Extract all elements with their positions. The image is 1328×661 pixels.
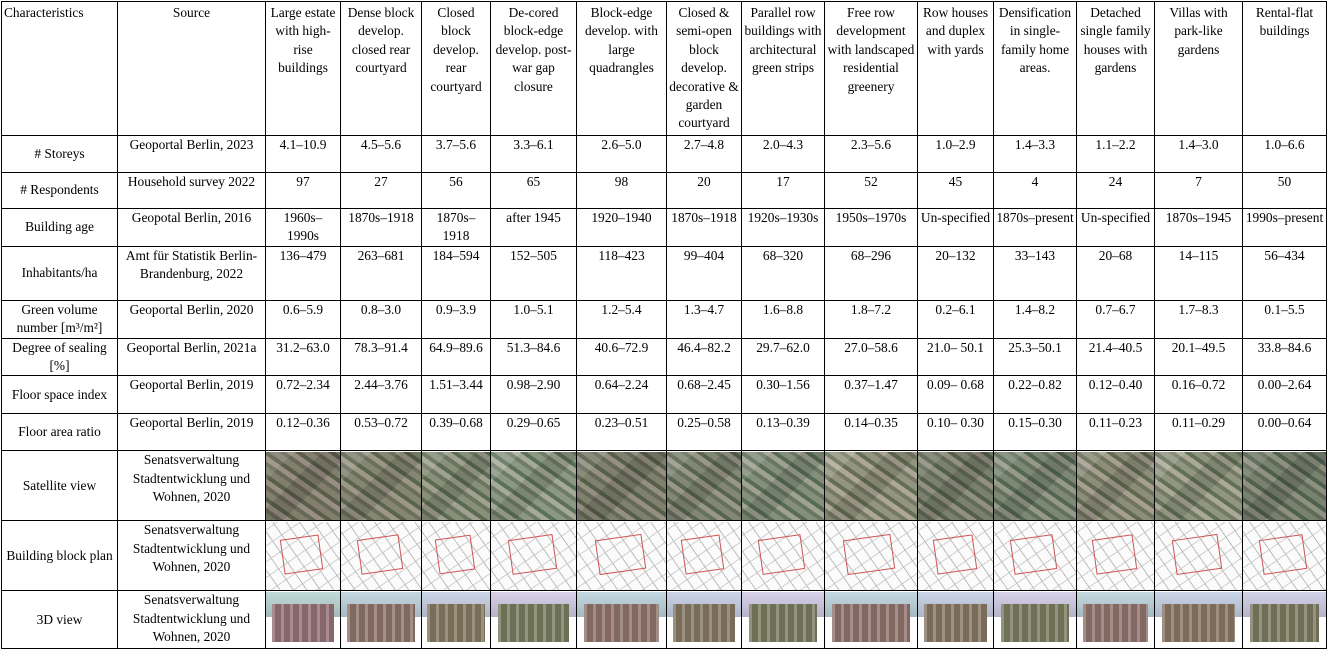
header-row (2, 2, 1327, 136)
image-cell (1243, 451, 1327, 521)
row-label: Inhabitants/ha (2, 246, 118, 300)
image-cell (577, 521, 667, 591)
table-cell: 1870s–1918 (422, 209, 491, 247)
satellite-thumbnail (825, 452, 917, 520)
table-cell: 1.7–8.3 (1155, 300, 1243, 338)
table-cell: 1.4–3.3 (994, 136, 1077, 173)
photo-thumbnail (491, 592, 576, 648)
table-cell: 50 (1243, 173, 1327, 209)
table-cell: 4.1–10.9 (266, 136, 341, 173)
table-cell: 99–404 (667, 246, 742, 300)
table-cell: 263–681 (341, 246, 422, 300)
photo-thumbnail (667, 592, 741, 648)
table-cell: 0.29–0.65 (491, 414, 577, 451)
table-cell: 25.3–50.1 (994, 338, 1077, 376)
row-source: Geoportal Berlin, 2021a (118, 338, 266, 376)
image-cell (825, 591, 918, 649)
table-cell: 0.1–5.5 (1243, 300, 1327, 338)
image-cell (1155, 451, 1243, 521)
image-cell (266, 591, 341, 649)
photo-thumbnail (994, 592, 1076, 648)
characteristics-table (1, 1, 1327, 649)
header-col: Dense block develop. closed rear courtyard (341, 2, 422, 136)
plan-thumbnail (577, 522, 666, 590)
image-cell (1155, 521, 1243, 591)
row-source: Geoportal Berlin, 2020 (118, 300, 266, 338)
table-cell: 1.8–7.2 (825, 300, 918, 338)
header-col: Detached single family houses with gardens (1077, 2, 1155, 136)
table-row (2, 414, 1327, 451)
table-cell: 136–479 (266, 246, 341, 300)
table-cell: 0.00–2.64 (1243, 376, 1327, 414)
table-cell: 1.51–3.44 (422, 376, 491, 414)
photo-thumbnail (1155, 592, 1242, 648)
image-cell (491, 591, 577, 649)
table-cell: 3.3–6.1 (491, 136, 577, 173)
table-row (2, 246, 1327, 300)
header-col: Parallel row buildings with architectural green strips (742, 2, 825, 136)
satellite-thumbnail (422, 452, 490, 520)
photo-thumbnail (1243, 592, 1326, 648)
image-cell (742, 521, 825, 591)
satellite-thumbnail (266, 452, 340, 520)
table-cell: 33.8–84.6 (1243, 338, 1327, 376)
plan-thumbnail (742, 522, 824, 590)
table-cell: 0.12–0.40 (1077, 376, 1155, 414)
table-cell: 0.10– 0.30 (918, 414, 994, 451)
row-source: Geoportal Berlin, 2019 (118, 376, 266, 414)
header-col: Villas with park-like gardens (1155, 2, 1243, 136)
plan-thumbnail (994, 522, 1076, 590)
table-cell: 21.4–40.5 (1077, 338, 1155, 376)
table-cell: 33–143 (994, 246, 1077, 300)
table-cell: Un-specified (918, 209, 994, 247)
table-cell: 0.15–0.30 (994, 414, 1077, 451)
table-cell: 0.11–0.23 (1077, 414, 1155, 451)
table-cell: 0.8–3.0 (341, 300, 422, 338)
image-cell (1243, 521, 1327, 591)
table-row (2, 300, 1327, 338)
header-col: De-cored block-edge develop. post-war gap closure (491, 2, 577, 136)
table-cell: 20.1–49.5 (1155, 338, 1243, 376)
table-cell: 56 (422, 173, 491, 209)
header-col: Densification in single-family home areas. (994, 2, 1077, 136)
row-source: Senatsverwaltung Stadtentwicklung und Wohnen, 2020 (118, 451, 266, 521)
table-cell: 31.2–63.0 (266, 338, 341, 376)
row-label: Building age (2, 209, 118, 247)
table-cell: 45 (918, 173, 994, 209)
image-cell (1077, 591, 1155, 649)
table-cell: 0.09– 0.68 (918, 376, 994, 414)
row-label: Green volume number [m³/m²] (2, 300, 118, 338)
table-cell: 64.9–89.6 (422, 338, 491, 376)
photo-thumbnail (1077, 592, 1154, 648)
image-cell (422, 521, 491, 591)
image-cell (667, 591, 742, 649)
table-cell: 0.98–2.90 (491, 376, 577, 414)
table-cell: 20–68 (1077, 246, 1155, 300)
image-cell (341, 521, 422, 591)
table-cell: 7 (1155, 173, 1243, 209)
table-row (2, 136, 1327, 173)
image-cell (1155, 591, 1243, 649)
photo-thumbnail (422, 592, 490, 648)
table-cell: 21.0– 50.1 (918, 338, 994, 376)
plan-thumbnail (266, 522, 340, 590)
row-source: Senatsverwaltung Stadtentwicklung und Wohnen, 2020 (118, 521, 266, 591)
table-cell: 97 (266, 173, 341, 209)
row-label: Floor area ratio (2, 414, 118, 451)
plan-thumbnail (667, 522, 741, 590)
table-cell: 17 (742, 173, 825, 209)
row-label: Satellite view (2, 451, 118, 521)
table-cell: 4.5–5.6 (341, 136, 422, 173)
header-col: Row houses and duplex with yards (918, 2, 994, 136)
image-cell (825, 451, 918, 521)
table-cell: 24 (1077, 173, 1155, 209)
table-cell: 0.11–0.29 (1155, 414, 1243, 451)
image-cell (1077, 521, 1155, 591)
table-cell: 20–132 (918, 246, 994, 300)
header-col: Closed block develop. rear courtyard (422, 2, 491, 136)
image-cell (742, 591, 825, 649)
row-label: # Storeys (2, 136, 118, 173)
table-cell: 0.7–6.7 (1077, 300, 1155, 338)
photo-thumbnail (577, 592, 666, 648)
image-cell (491, 451, 577, 521)
image-cell (341, 591, 422, 649)
image-cell (918, 591, 994, 649)
table-cell: 1.4–3.0 (1155, 136, 1243, 173)
table-cell: 52 (825, 173, 918, 209)
plan-thumbnail (825, 522, 917, 590)
table-cell: 1.4–8.2 (994, 300, 1077, 338)
table-cell: 1950s–1970s (825, 209, 918, 247)
table-cell: 27 (341, 173, 422, 209)
image-cell (918, 521, 994, 591)
header-col: Closed & semi-open block develop. decorative & garden courtyard (667, 2, 742, 136)
table-cell: 1870s–1945 (1155, 209, 1243, 247)
table-cell: 40.6–72.9 (577, 338, 667, 376)
satellite-thumbnail (1243, 452, 1326, 520)
table-cell: 0.72–2.34 (266, 376, 341, 414)
image-cell (577, 451, 667, 521)
table-cell: 1.0–5.1 (491, 300, 577, 338)
satellite-thumbnail (1077, 452, 1154, 520)
photo-thumbnail (825, 592, 917, 648)
image-cell (994, 451, 1077, 521)
table-cell: 1.0–6.6 (1243, 136, 1327, 173)
table-cell: 98 (577, 173, 667, 209)
table-cell: 51.3–84.6 (491, 338, 577, 376)
table-cell: 152–505 (491, 246, 577, 300)
table-cell: 3.7–5.6 (422, 136, 491, 173)
table-row (2, 338, 1327, 376)
row-label: Floor space index (2, 376, 118, 414)
table-cell: 68–320 (742, 246, 825, 300)
table-cell: 1.0–2.9 (918, 136, 994, 173)
row-source: Senatsverwaltung Stadtentwicklung und Wohnen, 2020 (118, 591, 266, 649)
table-cell: 0.00–0.64 (1243, 414, 1327, 451)
image-row-plan (2, 521, 1327, 591)
table-cell: 0.53–0.72 (341, 414, 422, 451)
photo-thumbnail (918, 592, 993, 648)
table-cell: 0.2–6.1 (918, 300, 994, 338)
photo-thumbnail (742, 592, 824, 648)
plan-thumbnail (422, 522, 490, 590)
table-cell: 20 (667, 173, 742, 209)
image-cell (994, 591, 1077, 649)
table-cell: 68–296 (825, 246, 918, 300)
plan-thumbnail (341, 522, 421, 590)
satellite-thumbnail (341, 452, 421, 520)
image-cell (667, 521, 742, 591)
table-cell: 0.12–0.36 (266, 414, 341, 451)
table-cell: 2.3–5.6 (825, 136, 918, 173)
image-cell (667, 451, 742, 521)
satellite-thumbnail (1155, 452, 1242, 520)
row-label: 3D view (2, 591, 118, 649)
header-col: Rental-flat buildings (1243, 2, 1327, 136)
table-cell: Un-specified (1077, 209, 1155, 247)
satellite-thumbnail (918, 452, 993, 520)
table-cell: 0.22–0.82 (994, 376, 1077, 414)
satellite-thumbnail (994, 452, 1076, 520)
image-cell (742, 451, 825, 521)
header-characteristics: Characteristics (2, 2, 118, 136)
header-col: Block-edge develop. with large quadrangles (577, 2, 667, 136)
plan-thumbnail (491, 522, 576, 590)
table-cell: 0.25–0.58 (667, 414, 742, 451)
table-cell: 1.2–5.4 (577, 300, 667, 338)
image-cell (1077, 451, 1155, 521)
satellite-thumbnail (667, 452, 741, 520)
table-cell: 0.13–0.39 (742, 414, 825, 451)
image-cell (577, 591, 667, 649)
image-cell (825, 521, 918, 591)
table-cell: 1.1–2.2 (1077, 136, 1155, 173)
table-cell: 2.6–5.0 (577, 136, 667, 173)
image-row-satellite (2, 451, 1327, 521)
table-cell: 0.14–0.35 (825, 414, 918, 451)
table-cell: after 1945 (491, 209, 577, 247)
row-source: Geoportal Berlin, 2019 (118, 414, 266, 451)
row-source: Geoportal Berlin, 2023 (118, 136, 266, 173)
table-cell: 0.23–0.51 (577, 414, 667, 451)
table-cell: 56–434 (1243, 246, 1327, 300)
image-cell (918, 451, 994, 521)
table-row (2, 376, 1327, 414)
table-cell: 1920–1940 (577, 209, 667, 247)
image-cell (266, 521, 341, 591)
table-cell: 1870s–present (994, 209, 1077, 247)
table-cell: 0.30–1.56 (742, 376, 825, 414)
table-row (2, 173, 1327, 209)
table-cell: 78.3–91.4 (341, 338, 422, 376)
row-source: Amt für Statistik Berlin-Brandenburg, 2022 (118, 246, 266, 300)
image-cell (341, 451, 422, 521)
row-label: Building block plan (2, 521, 118, 591)
table-cell: 27.0–58.6 (825, 338, 918, 376)
image-row-photo (2, 591, 1327, 649)
table-cell: 1990s–present (1243, 209, 1327, 247)
table-cell: 0.64–2.24 (577, 376, 667, 414)
table-cell: 29.7–62.0 (742, 338, 825, 376)
table-cell: 46.4–82.2 (667, 338, 742, 376)
table-cell: 65 (491, 173, 577, 209)
row-source: Geopotal Berlin, 2016 (118, 209, 266, 247)
table-cell: 1.3–4.7 (667, 300, 742, 338)
satellite-thumbnail (742, 452, 824, 520)
row-label: Degree of sealing [%] (2, 338, 118, 376)
table-cell: 0.16–0.72 (1155, 376, 1243, 414)
table-cell: 14–115 (1155, 246, 1243, 300)
table-row (2, 209, 1327, 247)
plan-thumbnail (918, 522, 993, 590)
table-cell: 118–423 (577, 246, 667, 300)
table-cell: 4 (994, 173, 1077, 209)
header-source: Source (118, 2, 266, 136)
image-cell (491, 521, 577, 591)
row-source: Household survey 2022 (118, 173, 266, 209)
table-cell: 1870s–1918 (341, 209, 422, 247)
image-cell (266, 451, 341, 521)
table-cell: 1.6–8.8 (742, 300, 825, 338)
photo-thumbnail (266, 592, 340, 648)
table-cell: 2.0–4.3 (742, 136, 825, 173)
row-label: # Respondents (2, 173, 118, 209)
table-cell: 0.9–3.9 (422, 300, 491, 338)
table-cell: 184–594 (422, 246, 491, 300)
table-cell: 0.68–2.45 (667, 376, 742, 414)
table-cell: 0.37–1.47 (825, 376, 918, 414)
table-cell: 1960s–1990s (266, 209, 341, 247)
table-cell: 0.39–0.68 (422, 414, 491, 451)
photo-thumbnail (341, 592, 421, 648)
image-cell (422, 591, 491, 649)
image-cell (994, 521, 1077, 591)
plan-thumbnail (1155, 522, 1242, 590)
table-cell: 0.6–5.9 (266, 300, 341, 338)
satellite-thumbnail (577, 452, 666, 520)
table-cell: 2.7–4.8 (667, 136, 742, 173)
plan-thumbnail (1077, 522, 1154, 590)
table-cell: 1870s–1918 (667, 209, 742, 247)
satellite-thumbnail (491, 452, 576, 520)
image-cell (1243, 591, 1327, 649)
table-cell: 2.44–3.76 (341, 376, 422, 414)
plan-thumbnail (1243, 522, 1326, 590)
header-col: Free row development with landscaped residential greenery (825, 2, 918, 136)
header-col: Large estate with high-rise buildings (266, 2, 341, 136)
image-cell (422, 451, 491, 521)
table-cell: 1920s–1930s (742, 209, 825, 247)
